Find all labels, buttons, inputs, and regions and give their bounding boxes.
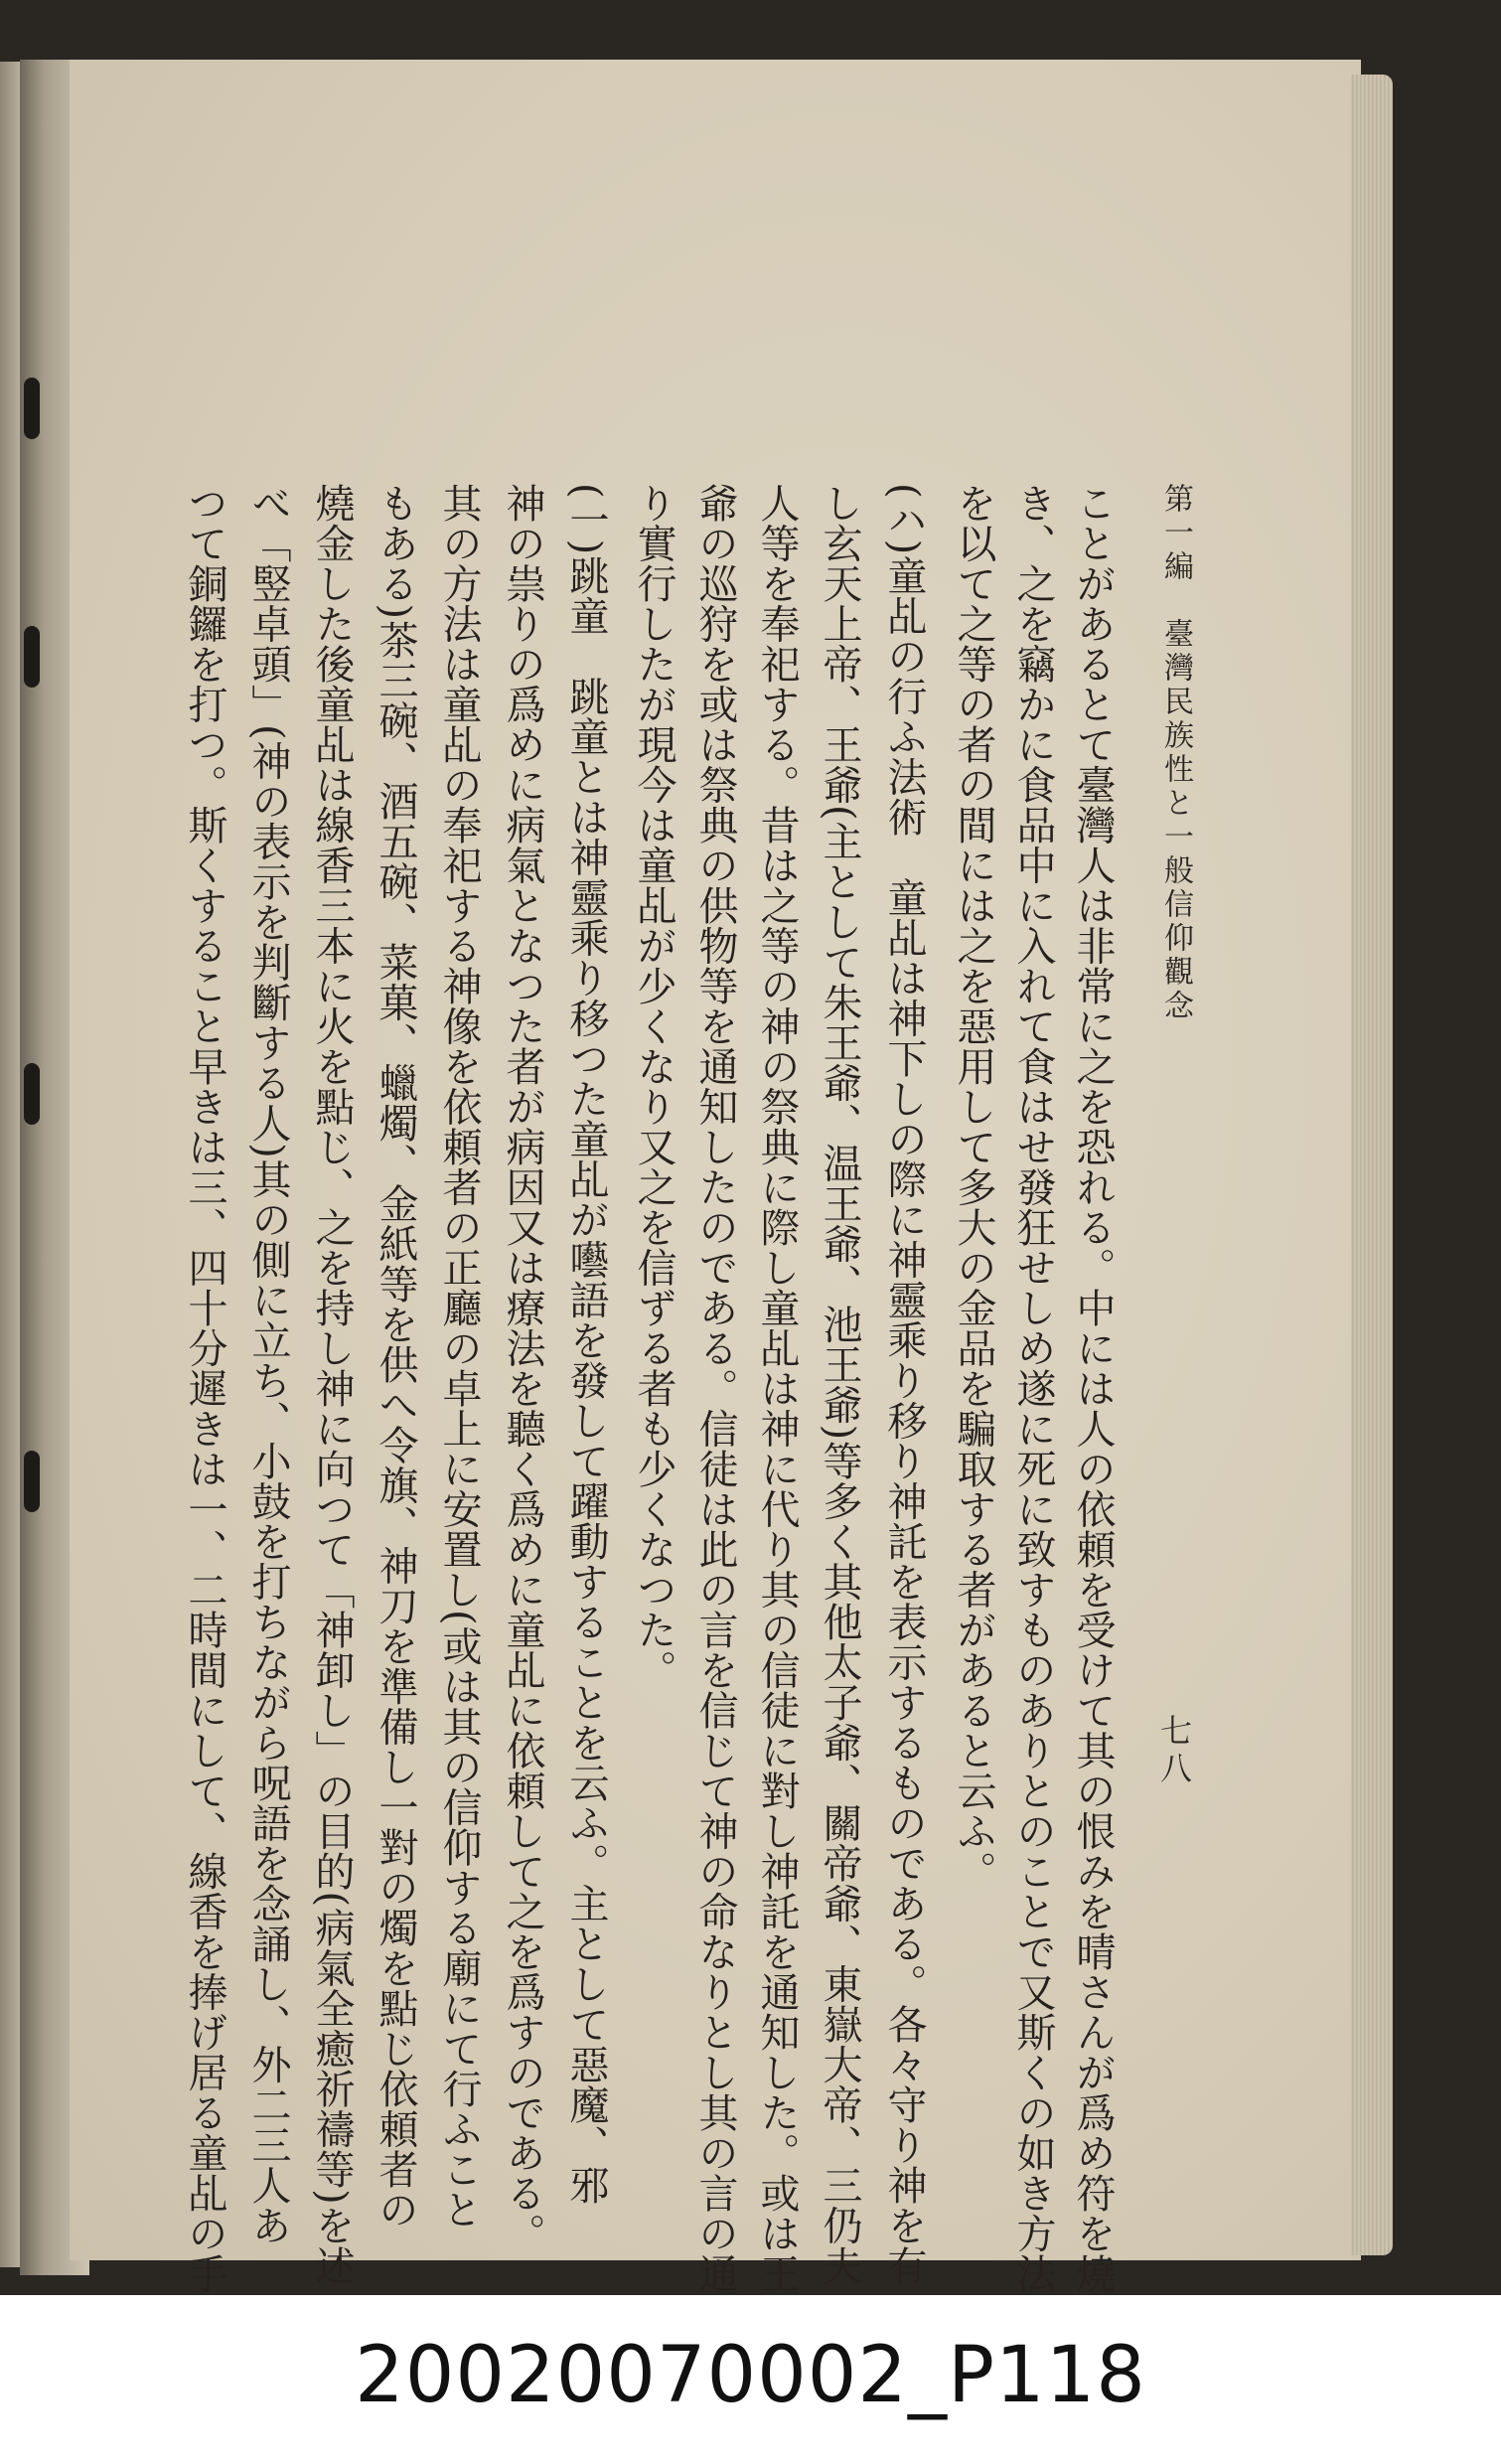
binding-hole (24, 626, 40, 688)
facing-page-edge (0, 62, 20, 2267)
text-column: 燒金した後童乩は線香三本に火を點じ、之を持し神に向つて「神卸し」の目的(病氣全癒祈禱等)を述 (309, 483, 355, 2286)
text-column: べ「竪卓頭」(神の表示を判斷する人)其の側に立ち、小鼓を打ちながら呪語を念誦し、外二三人あ (245, 483, 291, 2245)
text-column: つて銅鑼を打つ。斯くすること早きは三、四十分遲きは一、二時間にして、線香を捧げ居る童乩の手 (182, 483, 227, 2294)
binding-hole (24, 1451, 40, 1512)
text-column: もある)茶三碗、酒五碗、菜菓、蠟燭、金紙等を供へ令旗、神刀を準備し一對の燭を點じ依頼者の (373, 483, 418, 2230)
text-column: (一)跳童 跳童とは神靈乘り移つた童乩が囈語を發して躍動することを云ふ。主として惡魔、邪 (563, 483, 609, 2206)
binding-hole (24, 1063, 40, 1125)
text-column: 神の祟りの爲めに病氣となつた者が病因又は療法を聽く爲めに童乩に依頼して之を爲すのである。 (500, 483, 545, 2253)
page-number: 七八 (1155, 1714, 1193, 1789)
text-column: り實行したが現今は童乩が少くなり又之を信ずる者も少くなつた。 (631, 483, 676, 1690)
text-column: (ハ)童乩の行ふ法術 童乩は神下しの際に神靈乘り移り神託を表示するものである。各々守り神を有 (881, 483, 927, 2286)
text-column: き、之を竊かに食品中に入れて食はせ發狂せしめ遂に死に致すものありとのことで又斯くの如き方法 (1010, 483, 1056, 2294)
text-column: を以て之等の者の間には之を惡用して多大の金品を騙取する者があると云ふ。 (951, 483, 996, 1892)
text-column: 人等を奉祀する。昔は之等の神の祭典に際し童乩は神に代り其の信徒に對し神託を通知した。或は王 (754, 483, 800, 2294)
text-column: 其の方法は童乩の奉祀する神像を依頼者の正廳の卓上に安置し(或は其の信仰する廟にて行ふこと (436, 483, 482, 2230)
text-column: ことがあるとて臺灣人は非常に之を恐れる。中には人の依頼を受けて其の恨みを晴さんが爲め符を燒 (1070, 483, 1116, 2294)
binding-hole (24, 378, 40, 439)
catalog-number: 20020070002_P118 (355, 2331, 1146, 2420)
text-column: 爺の巡狩を或は祭典の供物等を通知したのである。信徒は此の言を信じて神の命なりとし其の言の通 (692, 483, 738, 2294)
text-column: し玄天上帝、王爺(主として朱王爺、温王爺、池王爺)等多く其他太子爺、關帝爺、東嶽大帝、三仍夫 (817, 483, 862, 2286)
page-stack-edge (1351, 75, 1393, 2255)
running-header-title: 第一編 臺灣民族性と一般信仰觀念 (1158, 483, 1193, 1023)
